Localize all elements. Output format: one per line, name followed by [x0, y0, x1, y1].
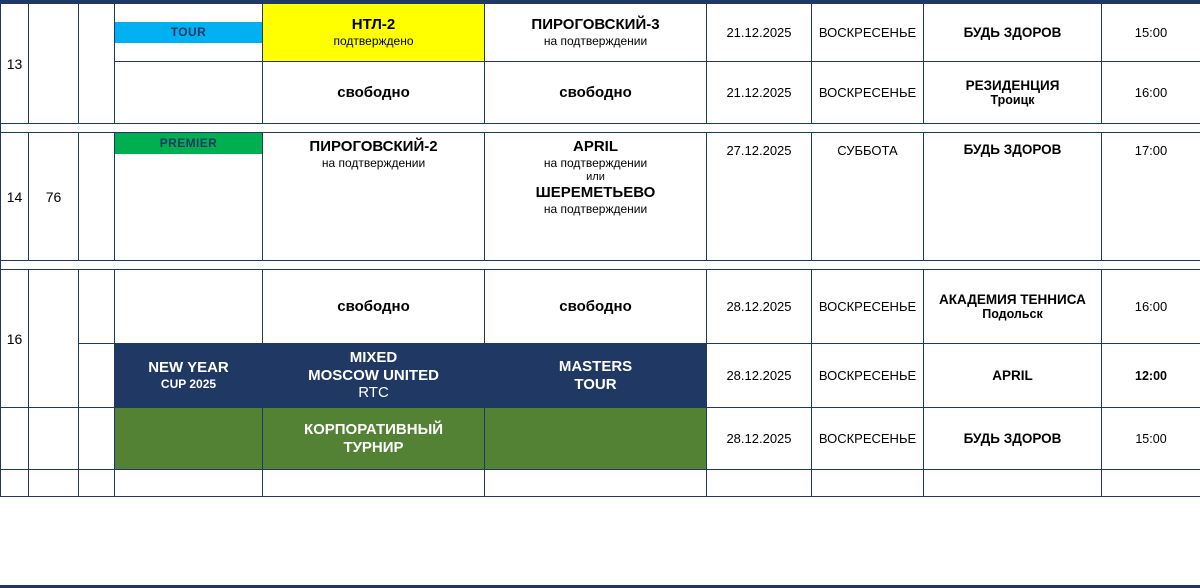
team2-name: свободно [559, 83, 632, 101]
category-gutter [79, 4, 115, 124]
club-name: БУДЬ ЗДОРОВ [963, 25, 1062, 40]
table-row[interactable] [1, 4, 1200, 62]
club-cell [924, 4, 1102, 62]
weekday-value: ВОСКРЕСЕНЬЕ [818, 25, 917, 40]
date-cell [707, 4, 812, 62]
category-gutter [79, 270, 115, 344]
date-cell [707, 408, 812, 470]
team2-alternative-name: ШЕРЕМЕТЬЕВО [535, 184, 656, 202]
team1-cell[interactable] [263, 270, 485, 344]
category-gutter [79, 408, 115, 470]
team2-alternative-status: на подтверждении [543, 202, 648, 217]
team1-cell[interactable] [263, 4, 485, 62]
section-separator [1, 261, 1200, 270]
badge-label: PREMIER [115, 133, 262, 154]
team1-name: НТЛ-2 [351, 16, 396, 34]
time-value: 16:00 [1134, 299, 1168, 314]
time-value: 15:00 [1134, 25, 1168, 40]
separator-cell [1, 124, 1200, 133]
team1-name: свободно [337, 297, 410, 315]
weekday-value: СУББОТА [837, 143, 898, 158]
time-value: 12:00 [1135, 368, 1167, 383]
team2-name: ПИРОГОВСКИЙ-3 [531, 16, 660, 34]
date-value: 27.12.2025 [726, 143, 792, 158]
team1-cell[interactable] [263, 408, 485, 470]
table-row-empty[interactable] [1, 470, 1200, 497]
row-number [1, 408, 29, 470]
time-value: 17:00 [1134, 143, 1168, 158]
date-value: 21.12.2025 [726, 25, 792, 40]
table-row[interactable] [1, 62, 1200, 124]
team2-alternative-separator: или [586, 170, 605, 183]
team1-cell[interactable] [263, 344, 485, 408]
club-cell [924, 408, 1102, 470]
club-cell [924, 133, 1102, 261]
badge-new-year-cup[interactable] [115, 344, 263, 408]
badge-premier[interactable] [115, 133, 263, 261]
badge-empty[interactable] [115, 470, 263, 497]
date-cell [707, 62, 812, 124]
row-number: 16 [1, 270, 29, 408]
badge-sublabel: CUP 2025 [160, 376, 217, 391]
table-row[interactable] [1, 344, 1200, 408]
team2-name: APRIL [573, 138, 618, 155]
row-number-secondary [29, 4, 79, 124]
time-value: 15:00 [1135, 431, 1167, 446]
team2-cell[interactable] [485, 344, 707, 408]
weekday-cell [812, 62, 924, 124]
time-cell [1102, 133, 1200, 261]
time-cell [1102, 4, 1200, 62]
category-gutter [79, 470, 115, 497]
time-cell [1102, 470, 1200, 497]
team1-cell[interactable] [263, 470, 485, 497]
date-cell [707, 470, 812, 497]
row-number: 13 [1, 4, 29, 124]
team2-cell[interactable] [485, 470, 707, 497]
badge-empty[interactable] [115, 270, 263, 344]
club-location: Троицк [990, 93, 1035, 107]
time-cell [1102, 62, 1200, 124]
team1-subtitle: RTC [358, 384, 389, 402]
date-value: 21.12.2025 [726, 85, 792, 100]
time-cell [1102, 270, 1200, 344]
date-cell [707, 270, 812, 344]
weekday-cell [812, 470, 924, 497]
club-cell [924, 62, 1102, 124]
weekday-cell [812, 344, 924, 408]
badge-tour[interactable] [115, 4, 263, 62]
club-cell [924, 470, 1102, 497]
row-number: 14 [1, 133, 29, 261]
row-number [1, 470, 29, 497]
club-cell [924, 344, 1102, 408]
weekday-cell [812, 408, 924, 470]
table-row[interactable] [1, 133, 1200, 261]
table-row[interactable] [1, 270, 1200, 344]
team2-status: на подтверждении [543, 33, 648, 48]
category-gutter [79, 133, 115, 261]
time-cell [1102, 344, 1200, 408]
section-separator [1, 124, 1200, 133]
club-cell [924, 270, 1102, 344]
team1-name: MIXED [349, 348, 398, 366]
row-number-secondary [29, 470, 79, 497]
team1-name: КОРПОРАТИВНЫЙ [303, 420, 444, 438]
team2-name-line2: TOUR [574, 375, 617, 393]
team1-name: ПИРОГОВСКИЙ-2 [309, 138, 438, 155]
club-name: БУДЬ ЗДОРОВ [963, 142, 1062, 157]
time-value: 16:00 [1134, 85, 1168, 100]
team2-cell[interactable] [485, 133, 707, 261]
weekday-value: ВОСКРЕСЕНЬЕ [818, 431, 917, 446]
team1-status: на подтверждении [321, 155, 426, 170]
separator-cell [1, 261, 1200, 270]
weekday-cell [812, 4, 924, 62]
category-gutter [79, 344, 115, 408]
table-row[interactable] [1, 408, 1200, 470]
team1-cell[interactable] [263, 133, 485, 261]
club-name: РЕЗИДЕНЦИЯ [965, 78, 1060, 93]
team2-status: на подтверждении [543, 155, 648, 170]
club-location: Подольск [982, 307, 1043, 321]
date-value: 28.12.2025 [726, 368, 792, 383]
team2-cell[interactable] [485, 4, 707, 62]
team1-status: подтверждено [333, 33, 414, 48]
schedule-table [0, 3, 1200, 497]
team1-name-line2: MOSCOW UNITED [308, 366, 439, 384]
team2-name: MASTERS [558, 357, 633, 375]
team1-cell[interactable] [263, 62, 485, 124]
club-name: БУДЬ ЗДОРОВ [963, 431, 1062, 446]
weekday-value: ВОСКРЕСЕНЬЕ [818, 85, 917, 100]
date-cell [707, 344, 812, 408]
team2-name: свободно [559, 297, 632, 315]
team1-name: свободно [337, 83, 410, 101]
team2-cell[interactable] [485, 270, 707, 344]
weekday-cell [812, 270, 924, 344]
weekday-value: ВОСКРЕСЕНЬЕ [818, 299, 917, 314]
badge-label: NEW YEAR [148, 359, 229, 377]
row-number-secondary: 76 [29, 133, 79, 261]
club-name: APRIL [992, 368, 1033, 383]
team2-cell[interactable] [485, 408, 707, 470]
badge-empty[interactable] [115, 62, 263, 124]
date-cell [707, 133, 812, 261]
weekday-cell [812, 133, 924, 261]
row-number-secondary [29, 408, 79, 470]
badge-empty[interactable] [115, 408, 263, 470]
date-value: 28.12.2025 [726, 299, 792, 314]
row-number-secondary [29, 270, 79, 408]
team1-name-line2: ТУРНИР [343, 438, 404, 456]
date-value: 28.12.2025 [726, 431, 792, 446]
badge-label: TOUR [115, 22, 262, 43]
team2-cell[interactable] [485, 62, 707, 124]
weekday-value: ВОСКРЕСЕНЬЕ [818, 368, 917, 383]
time-cell [1102, 408, 1200, 470]
club-name: АКАДЕМИЯ ТЕННИСА [939, 292, 1086, 307]
